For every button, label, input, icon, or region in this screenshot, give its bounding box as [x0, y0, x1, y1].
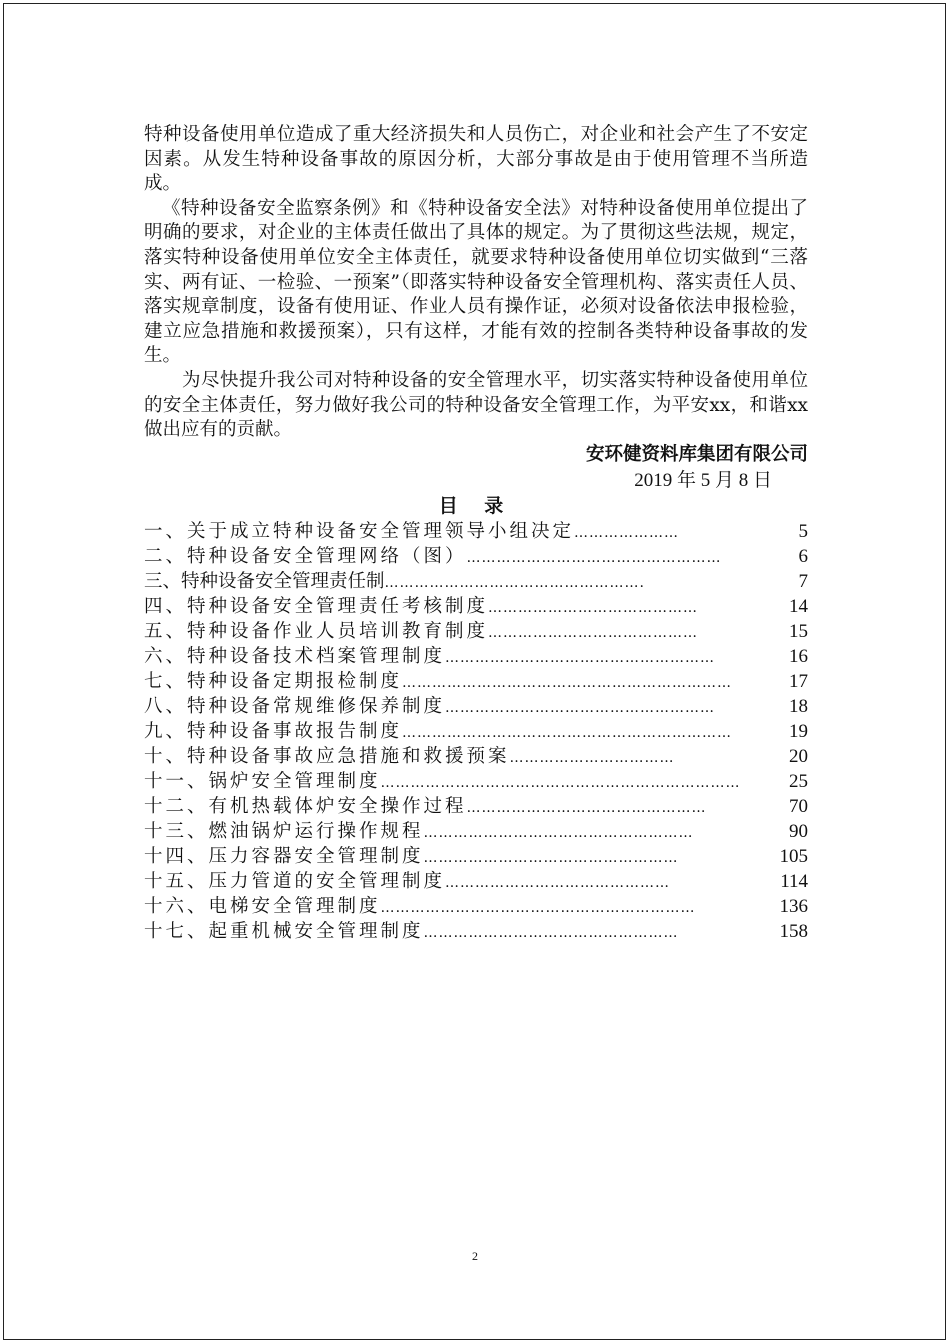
page-number: 2 — [472, 1249, 478, 1263]
toc-item-leader: ………………… — [574, 525, 680, 542]
toc-item[interactable] — [144, 869, 808, 894]
toc-item[interactable] — [144, 544, 808, 569]
toc-item[interactable] — [144, 844, 808, 869]
toc-item-page: 14 — [789, 596, 808, 618]
toc-item-label: 五、特种设备作业人员培训教育制度 — [144, 621, 489, 643]
paragraph-1: 特种设备使用单位造成了重大经济损失和人员伤亡，对企业和社会产生了不安定因素。从发生特种设备事故的原因分析，大部分事故是由于使用管理不当所造成。 — [144, 124, 808, 195]
toc-item-page: 158 — [779, 921, 808, 943]
toc-item-leader: ……………………………………… — [445, 875, 671, 892]
toc-item[interactable] — [144, 644, 808, 669]
toc-item-label: 十六、电梯安全管理制度 — [144, 896, 381, 918]
toc-title: 目 录 — [438, 495, 514, 518]
toc-item-label: 十五、压力管道的安全管理制度 — [144, 871, 446, 893]
toc-item-leader: …………………………………………… — [423, 850, 679, 867]
toc-item-leader: ………………………………………………………… — [402, 675, 733, 692]
toc-item-leader: ……………………………………………… — [423, 825, 694, 842]
toc-item[interactable] — [144, 794, 808, 819]
toc-item-page: 25 — [789, 771, 808, 793]
toc-item-leader: …………………………………… — [488, 600, 699, 617]
toc-item-label: 四、特种设备安全管理责任考核制度 — [144, 596, 489, 618]
toc-item-page: 18 — [789, 696, 808, 718]
toc-item[interactable] — [144, 719, 808, 744]
toc-item-label: 三、特种设备安全管理责任制 — [144, 571, 385, 593]
toc-item-leader: ……………………………………………………………… — [380, 775, 741, 792]
toc-item[interactable] — [144, 744, 808, 769]
toc-item[interactable] — [144, 894, 808, 919]
toc-item-leader: ……………………………………………… — [445, 650, 716, 667]
paragraph-3: 为尽快提升我公司对特种设备的安全管理水平，切实落实特种设备使用单位的安全主体责任，努力做好我公司的特种设备安全管理工作，为平安xx，和谐xx做出应有的贡献。 — [144, 369, 808, 441]
toc-item-label: 十、特种设备事故应急措施和救援预案 — [144, 746, 510, 768]
toc-item-label: 七、特种设备定期报检制度 — [144, 671, 403, 693]
toc-item[interactable] — [144, 919, 808, 944]
toc-item[interactable] — [144, 619, 808, 644]
toc-item[interactable] — [144, 569, 808, 594]
toc-item-page: 70 — [789, 796, 808, 818]
toc-item-label: 八、特种设备常规维修保养制度 — [144, 696, 446, 718]
toc-item[interactable] — [144, 669, 808, 694]
toc-item-page: 15 — [789, 621, 808, 643]
toc-item-leader: ……………………………………………. — [384, 575, 645, 592]
toc-item-leader: …………………………………………… — [466, 550, 722, 567]
toc-item-label: 十一、锅炉安全管理制度 — [144, 771, 381, 793]
toc-item-leader: ………………………………………………………… — [402, 725, 733, 742]
toc-item-page: 105 — [779, 846, 808, 868]
document-body — [144, 123, 808, 944]
toc-item-label: 六、特种设备技术档案管理制度 — [144, 646, 446, 668]
toc-item-leader: ……………………………………………… — [445, 700, 716, 717]
toc-item-page: 17 — [789, 671, 808, 693]
table-of-contents — [144, 519, 808, 944]
toc-item-page: 7 — [798, 571, 808, 593]
toc-item[interactable] — [144, 819, 808, 844]
toc-item-page: 6 — [798, 546, 808, 568]
signature-company: 安环健资料库集团有限公司 — [585, 443, 808, 465]
toc-item[interactable] — [144, 769, 808, 794]
toc-item-leader: ……………………………………………………… — [380, 900, 696, 917]
toc-item-leader: …………………………………………… — [423, 925, 679, 942]
toc-item-page: 114 — [780, 871, 808, 893]
toc-item[interactable] — [144, 694, 808, 719]
toc-item-page: 16 — [789, 646, 808, 668]
toc-item-label: 十四、压力容器安全管理制度 — [144, 846, 424, 868]
toc-item-leader: …………………………… — [509, 750, 675, 767]
toc-item-page: 19 — [789, 721, 808, 743]
toc-item-page: 136 — [779, 896, 808, 918]
signature-date: 2019 年 5 月 8 日 — [634, 470, 772, 492]
toc-item-page: 90 — [789, 821, 808, 843]
toc-item-label: 一、关于成立特种设备安全管理领导小组决定 — [144, 521, 575, 543]
toc-item-page: 5 — [798, 521, 808, 543]
toc-item-label: 二、特种设备安全管理网络（图） — [144, 546, 467, 568]
paragraph-2: 《特种设备安全监察条例》和《特种设备安全法》对特种设备使用单位提出了明确的要求，对企业的主体责任做出了具体的规定。为了贯彻这些法规，规定，落实特种设备使用单位安全主体责任，就要求特种设备使用单位切实做到“三落实、两有证、一检验、一预案”（即落实特种设备安全管理机构、落实责任人员、落实规章制度，设备有使用证、作业人员有操作证，必须对设备依法申报检验，建立应急措施和救援预案），只有这样，才能有效的控制各类特种设备事故的发生。 — [144, 197, 808, 367]
toc-item-page: 20 — [789, 746, 808, 768]
toc-item[interactable] — [144, 594, 808, 619]
toc-item-label: 十二、有机热载体炉安全操作过程 — [144, 796, 467, 818]
toc-item-label: 九、特种设备事故报告制度 — [144, 721, 403, 743]
toc-item-leader: …………………………………… — [488, 625, 699, 642]
toc-item-label: 十三、燃油锅炉运行操作规程 — [144, 821, 424, 843]
toc-item[interactable] — [144, 519, 808, 544]
toc-item-leader: ………………………………………… — [466, 800, 707, 817]
toc-item-label: 十七、起重机械安全管理制度 — [144, 921, 424, 943]
